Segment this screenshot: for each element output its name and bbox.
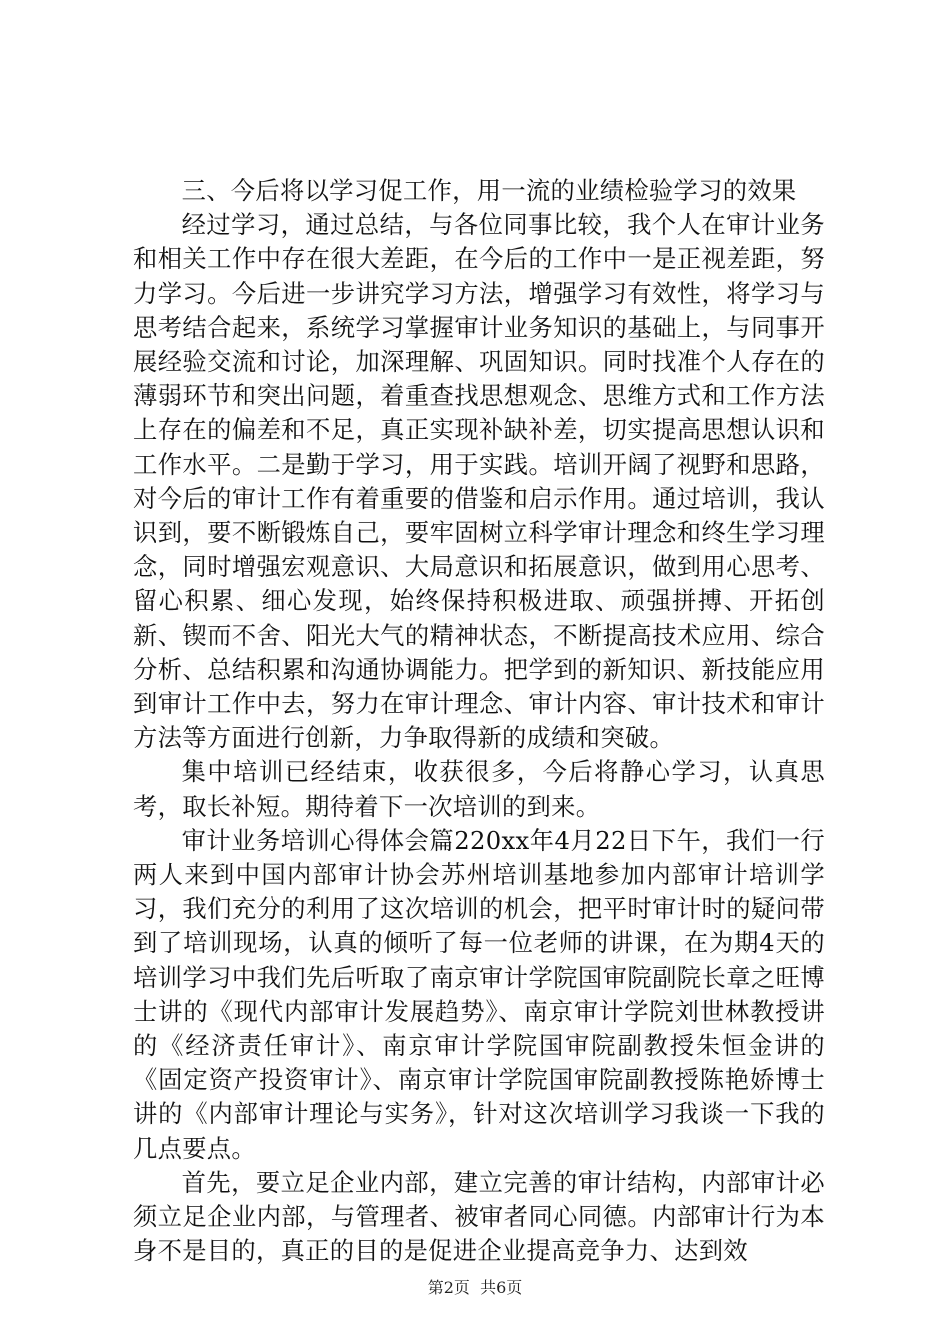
paragraph-3: 审计业务培训心得体会篇220xx年4月22日下午，我们一行两人来到中国内部审计协会苏州培训基地参加内部审计培训学习，我们充分的利用了这次培训的机会，把平时审计时的疑问带到了培训现场，认真的倾听了每一位老师的讲课，在为期4天的培训学习中我们先后听取了南京审计学院国审院副院长章之旺博士讲的《现代内部审计发展趋势》、南京审计学院刘世林教授讲的《经济责任审计》、南京审计学院国审院副教授朱恒金讲的《固定资产投资审计》、南京审计学院国审院副教授陈艳娇博士讲的《内部审计理论与实务》，针对这次培训学习我谈一下我的几点要点。 <box>133 825 825 1163</box>
page-number-footer: 第2页 共6页 <box>427 1278 523 1297</box>
paragraph-2: 集中培训已经结束，收获很多，今后将静心学习，认真思考，取长补短。期待着下一次培训的到来。 <box>133 757 825 821</box>
section-heading: 三、今后将以学习促工作，用一流的业绩检验学习的效果 <box>181 176 797 205</box>
paragraph-1: 经过学习，通过总结，与各位同事比较，我个人在审计业务和相关工作中存在很大差距，在今后的工作中一是正视差距，努力学习。今后进一步讲究学习方法，增强学习有效性，将学习与思考结合起来，系统学习掌握审计业务知识的基础上，与同事开展经验交流和讨论，加深理解、巩固知识。同时找准个人存在的薄弱环节和突出问题，着重查找思想观念、思维方式和工作方法上存在的偏差和不足，真正实现补缺补差，切实提高思想认识和工作水平。二是勤于学习，用于实践。培训开阔了视野和思路，对今后的审计工作有着重要的借鉴和启示作用。通过培训，我认识到，要不断锻炼自己，要牢固树立科学审计理念和终生学习理念，同时增强宏观意识、大局意识和拓展意识，做到用心思考、留心积累、细心发现，始终保持积极进取、顽强拼搏、开拓创新、锲而不舍、阳光大气的精神状态，不断提高技术应用、综合分析、总结积累和沟通协调能力。把学到的新知识、新技能应用到审计工作中去，努力在审计理念、审计内容、审计技术和审计方法等方面进行创新，力争取得新的成绩和突破。 <box>133 210 825 753</box>
paragraph-4: 首先，要立足企业内部，建立完善的审计结构，内部审计必须立足企业内部，与管理者、被审者同心同德。内部审计行为本身不是目的，真正的目的是促进企业提高竞争力、达到效 <box>133 1167 825 1266</box>
document-body <box>133 174 825 1269</box>
